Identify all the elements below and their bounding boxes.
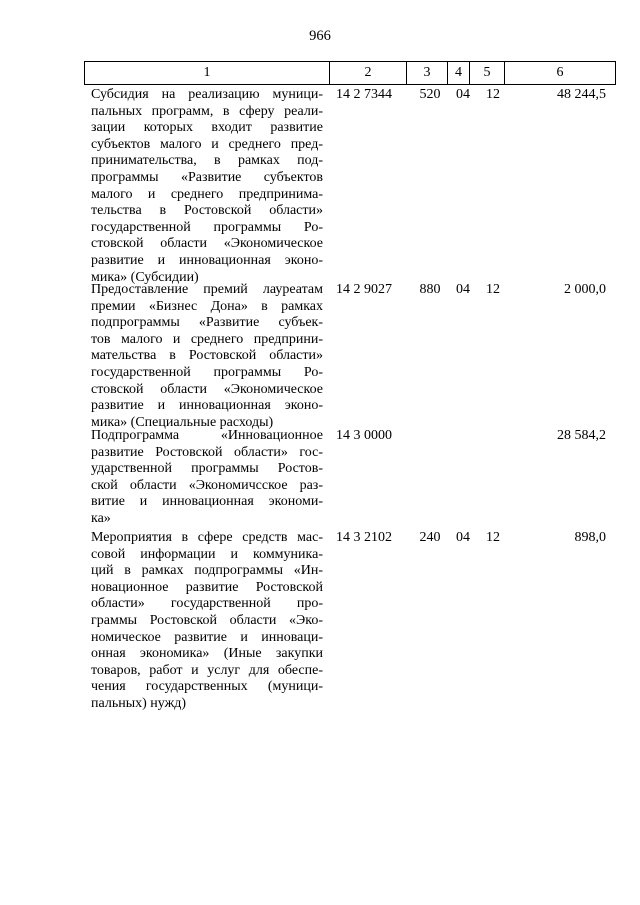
description-line: Субсидия на реализацию муници- [91, 87, 323, 102]
row-pr: 12 [486, 282, 500, 297]
description-line: ка» [91, 510, 111, 526]
row-code: 14 3 0000 [336, 428, 392, 443]
row-rz: 04 [456, 87, 470, 102]
row-description [91, 282, 323, 431]
description-line: онная экономика» (Иные закупки [91, 646, 323, 662]
header-col-1: 1 [85, 62, 330, 84]
description-line: развитие Ростовской области» гос- [91, 444, 323, 460]
description-line: подпрограммы «Развитие субъек- [91, 315, 323, 331]
description-line: витие и инновационная экономи- [91, 494, 323, 510]
row-vr: 520 [419, 87, 441, 102]
description-line: субъектов малого и среднего пред- [91, 136, 323, 152]
description-line: области» государственной про- [91, 596, 323, 612]
description-line: ударственной программы Ростов- [91, 461, 323, 477]
description-line: тельства в Ростовской области» [91, 203, 323, 219]
description-line: мика» (Специальные расходы) [91, 414, 274, 430]
description-line: программы «Развитие субъектов [91, 169, 323, 185]
row-amount: 28 584,2 [557, 428, 606, 443]
description-line: мика» (Субсидии) [91, 269, 199, 285]
row-pr: 12 [486, 530, 500, 545]
row-code: 14 2 9027 [336, 282, 392, 297]
description-line: принимательства, в рамках под- [91, 153, 323, 169]
row-vr: 240 [419, 530, 441, 545]
description-line: стовской области «Экономическое [91, 381, 323, 397]
page-number: 966 [309, 28, 331, 44]
row-pr: 12 [486, 87, 500, 102]
description-line: новационное развитие Ростовской [91, 579, 323, 595]
description-line: развитие и инновационная эконо- [91, 252, 323, 268]
description-line: тов малого и среднего предприни- [91, 331, 323, 347]
description-line: государственной программы Ро- [91, 219, 323, 235]
description-line: государственной программы Ро- [91, 364, 323, 380]
description-line: чения государственных (муници- [91, 679, 323, 695]
table-header [84, 61, 616, 85]
description-line: ской области «Экономичсское раз- [91, 477, 323, 493]
header-col-3: 3 [407, 62, 448, 84]
description-line: Предоставление премий лауреатам [91, 282, 323, 297]
description-line: Мероприятия в сфере средств мас- [91, 530, 323, 545]
header-col-2: 2 [330, 62, 407, 84]
header-col-5: 5 [470, 62, 505, 84]
header-col-4: 4 [448, 62, 470, 84]
row-rz: 04 [456, 530, 470, 545]
description-line: пальных) нужд) [91, 695, 187, 711]
description-line: развитие и инновационная эконо- [91, 398, 323, 414]
row-code: 14 2 7344 [336, 87, 392, 102]
row-amount: 898,0 [574, 530, 606, 545]
description-line: совой информации и коммуника- [91, 546, 323, 562]
description-line: зации которых входит развитие [91, 120, 323, 136]
description-line: ций в рамках подпрограммы «Ин- [91, 563, 323, 579]
description-line: граммы Ростовской области «Эко- [91, 612, 323, 628]
row-description [91, 530, 323, 713]
row-vr: 880 [419, 282, 441, 297]
row-rz: 04 [456, 282, 470, 297]
row-description [91, 87, 323, 286]
description-line: стовской области «Экономическое [91, 236, 323, 252]
header-col-6: 6 [556, 65, 564, 80]
description-line: товаров, работ и услуг для обеспе- [91, 662, 323, 678]
row-code: 14 3 2102 [336, 530, 392, 545]
description-line: Подпрограмма «Инновационное [91, 428, 323, 443]
row-description [91, 428, 323, 528]
row-amount: 48 244,5 [557, 87, 606, 102]
description-line: премии «Бизнес Дона» в рамках [91, 298, 323, 314]
description-line: номическое развитие и инноваци- [91, 629, 323, 645]
description-line: малого и среднего предпринима- [91, 186, 323, 202]
description-line: пальных программ, в сферу реали- [91, 103, 323, 119]
row-amount: 2 000,0 [564, 282, 606, 297]
description-line: мательства в Ростовской области» [91, 348, 323, 364]
